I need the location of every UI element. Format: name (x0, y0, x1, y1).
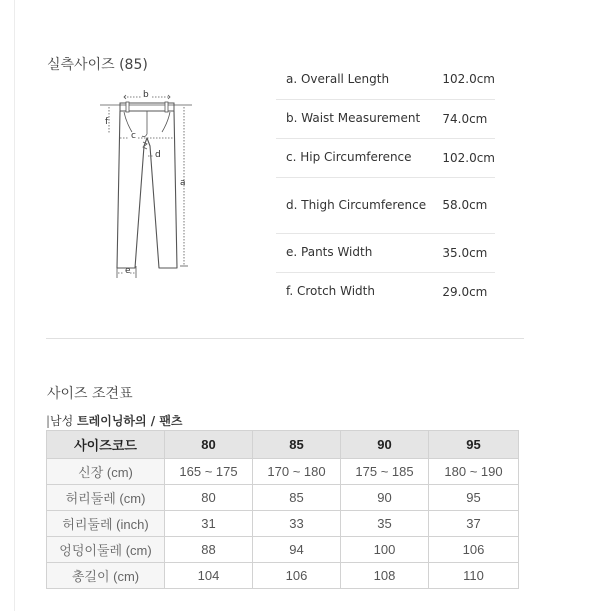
measurement-table (276, 60, 495, 311)
table-cell: 108 (341, 563, 429, 589)
row-header-cell: 엉덩이둘레 (cm) (47, 537, 165, 563)
measurement-value: 102.0cm (432, 138, 495, 177)
table-cell: 106 (429, 537, 519, 563)
table-cell: 90 (341, 485, 429, 511)
table-cell: 180 ~ 190 (429, 459, 519, 485)
subtitle-category: 남성 (50, 414, 78, 428)
table-row (47, 563, 519, 589)
table-cell: 110 (429, 563, 519, 589)
table-cell: 85 (253, 485, 341, 511)
size-header-cell: 85 (253, 431, 341, 459)
pants-diagram (96, 86, 200, 282)
measurement-row (276, 272, 495, 311)
table-row (47, 537, 519, 563)
diagram-label-e: e (125, 266, 131, 276)
size-header-cell: 사이즈코드 (47, 431, 165, 459)
table-cell: 170 ~ 180 (253, 459, 341, 485)
measurement-row (276, 177, 495, 233)
measurement-row (276, 233, 495, 272)
subtitle-bar: | (46, 414, 51, 428)
table-cell: 100 (341, 537, 429, 563)
measurement-row (276, 60, 495, 99)
measurement-label: c. Hip Circumference (276, 138, 432, 177)
table-cell: 31 (165, 511, 253, 537)
row-header-cell: 허리둘레 (cm) (47, 485, 165, 511)
measurement-row (276, 99, 495, 138)
diagram-label-c: c (131, 131, 136, 141)
measurement-value: 58.0cm (432, 177, 495, 233)
diagram-label-a: a (180, 178, 186, 188)
table-cell: 104 (165, 563, 253, 589)
row-header-cell: 총길이 (cm) (47, 563, 165, 589)
diagram-label-f: f (105, 117, 109, 127)
table-row (47, 459, 519, 485)
left-border-line (14, 0, 15, 611)
table-cell: 175 ~ 185 (341, 459, 429, 485)
table-row (47, 511, 519, 537)
measurement-label: e. Pants Width (276, 233, 432, 272)
size-chart-title: 사이즈 조견표 (47, 385, 133, 402)
measurement-value: 74.0cm (432, 99, 495, 138)
table-cell: 165 ~ 175 (165, 459, 253, 485)
diagram-label-b: b (143, 90, 149, 100)
measurement-value: 102.0cm (432, 60, 495, 99)
section-divider (46, 338, 524, 339)
measurement-label: a. Overall Length (276, 60, 432, 99)
measurement-label: b. Waist Measurement (276, 99, 432, 138)
measurement-value: 29.0cm (442, 284, 488, 299)
table-cell: 80 (165, 485, 253, 511)
size-header-row (47, 431, 519, 459)
table-cell: 33 (253, 511, 341, 537)
diagram-label-d: d (155, 150, 161, 160)
measurement-label: d. Thigh Circumference (276, 177, 432, 233)
subtitle-product: 트레이닝하의 / 팬츠 (77, 414, 183, 428)
table-cell: 37 (429, 511, 519, 537)
table-cell: 95 (429, 485, 519, 511)
table-cell: 106 (253, 563, 341, 589)
size-chart-table (46, 430, 519, 589)
measurement-value: 35.0cm (432, 233, 495, 272)
measurement-row (276, 138, 495, 177)
row-header-cell: 신장 (cm) (47, 459, 165, 485)
size-header-cell: 80 (165, 431, 253, 459)
table-row (47, 485, 519, 511)
size-header-cell: 95 (429, 431, 519, 459)
table-cell: 35 (341, 511, 429, 537)
size-header-cell: 90 (341, 431, 429, 459)
product-category-label (46, 412, 183, 429)
row-header-cell: 허리둘레 (inch) (47, 511, 165, 537)
table-cell: 94 (253, 537, 341, 563)
measure-section-title: 실측사이즈 (85) (47, 56, 148, 73)
table-cell: 88 (165, 537, 253, 563)
measurement-label: f. Crotch Width (286, 284, 375, 299)
